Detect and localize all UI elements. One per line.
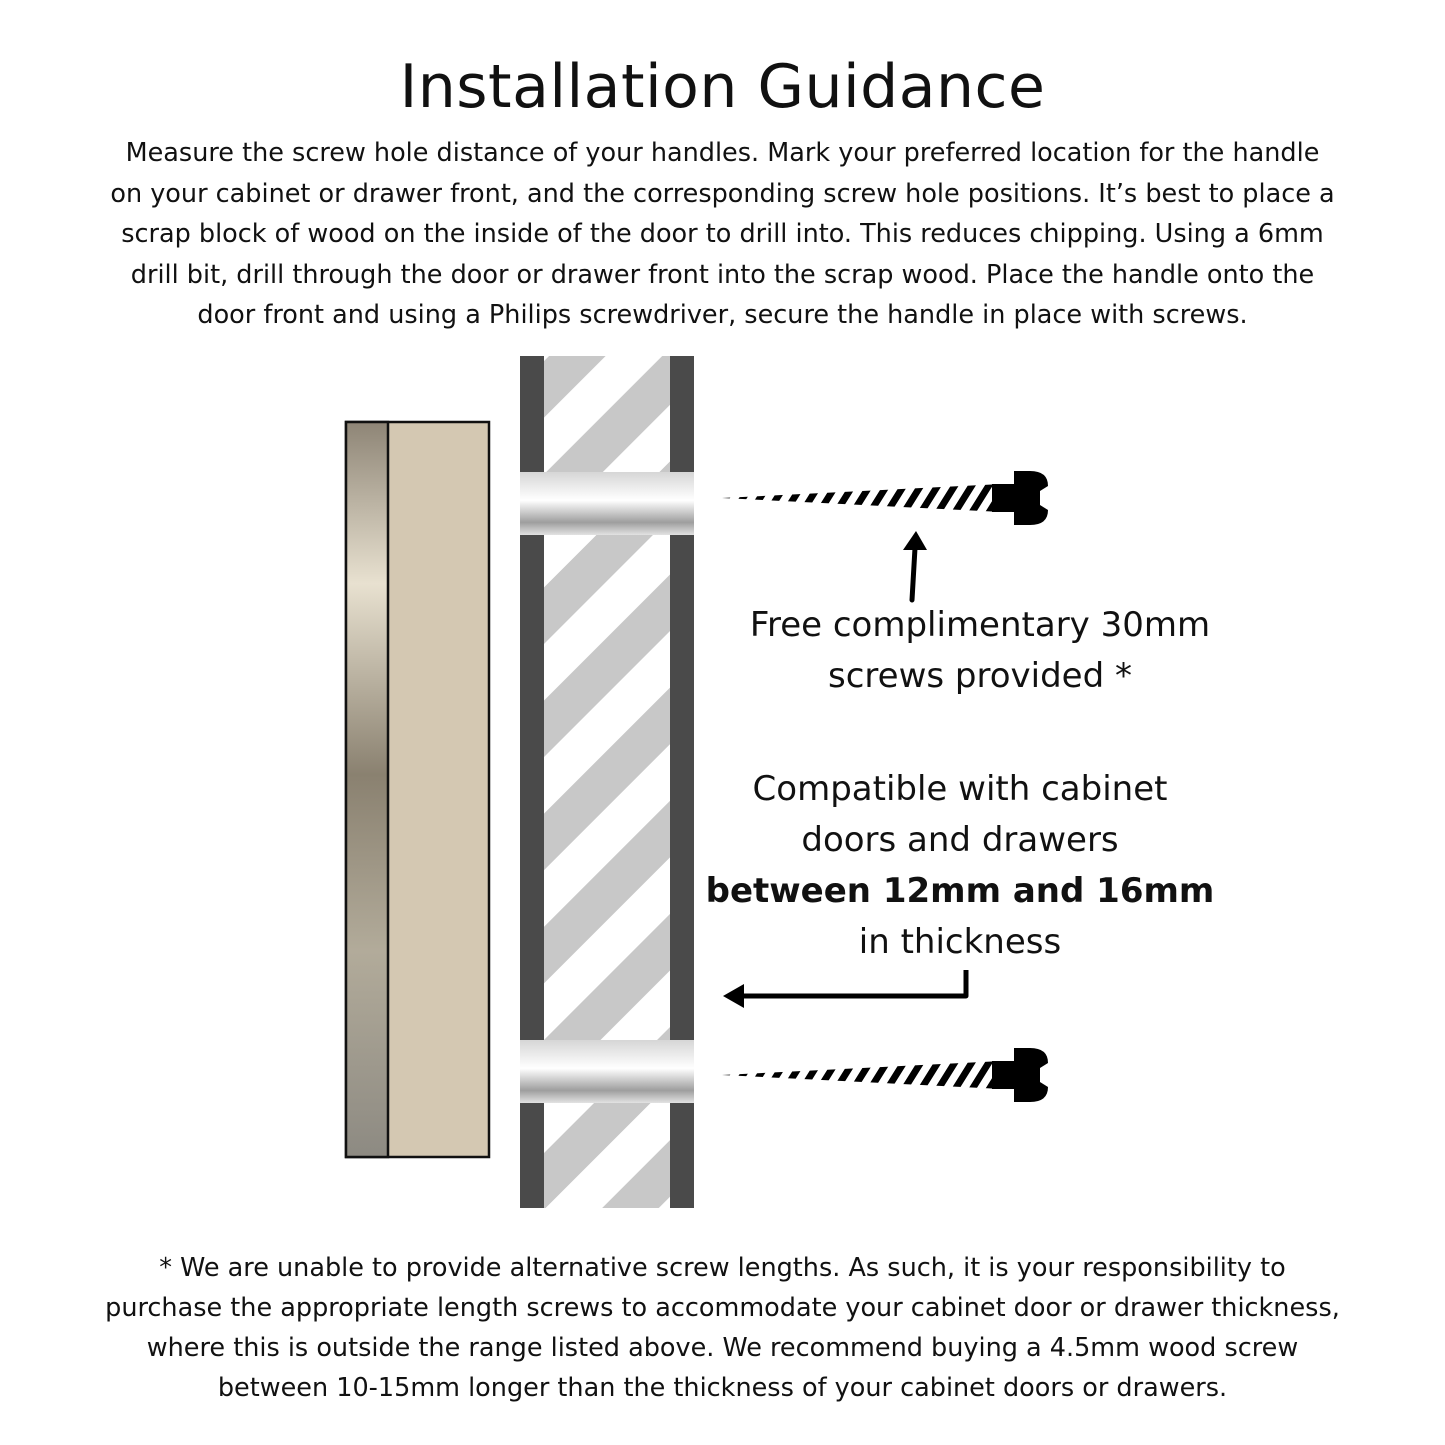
intro-line: door front and using a Philips screwdriver, secure the handle in place with screws. <box>197 300 1248 330</box>
compat-label-line: doors and drawers <box>801 820 1119 860</box>
compat-thickness-range: between 12mm and 16mm <box>705 871 1215 911</box>
arrow-icon <box>723 970 966 1008</box>
compat-label-line: in thickness <box>858 922 1062 962</box>
compat-label-line: Compatible with cabinet <box>752 769 1168 809</box>
screw-icon <box>722 471 1048 525</box>
screw-icon <box>722 1048 1048 1102</box>
screw-hole-top <box>520 472 694 535</box>
intro-line: Measure the screw hole distance of your handles. Mark your preferred location for the handle <box>125 138 1320 168</box>
handle-icon <box>346 422 489 1157</box>
page-title: Installation Guidance <box>399 52 1046 122</box>
cabinet-door-icon <box>520 356 694 1208</box>
footer-line: purchase the appropriate length screws to accommodate your cabinet door or drawer thickness, <box>105 1293 1340 1323</box>
intro-line: scrap block of wood on the inside of the door to drill into. This reduces chipping. Using a 6mm <box>121 219 1324 249</box>
screw-hole-bottom <box>520 1040 694 1103</box>
screws-label-line: screws provided * <box>828 656 1132 696</box>
screws-label <box>700 600 1260 702</box>
footer-note <box>30 1248 1415 1408</box>
footer-line: where this is outside the range listed above. We recommend buying a 4.5mm wood screw <box>146 1333 1299 1363</box>
intro-line: drill bit, drill through the door or drawer front into the scrap wood. Place the handle onto the <box>130 259 1315 290</box>
screws-label-line: Free complimentary 30mm <box>749 605 1211 645</box>
footer-line: between 10-15mm longer than the thickness of your cabinet doors or drawers. <box>217 1373 1228 1403</box>
compatibility-label <box>680 764 1240 968</box>
intro-line: on your cabinet or drawer front, and the corresponding screw hole positions. It’s best to place a <box>110 178 1335 209</box>
arrow-icon <box>903 531 927 600</box>
footer-line: * We are unable to provide alternative screw lengths. As such, it is your responsibility to <box>159 1253 1286 1283</box>
